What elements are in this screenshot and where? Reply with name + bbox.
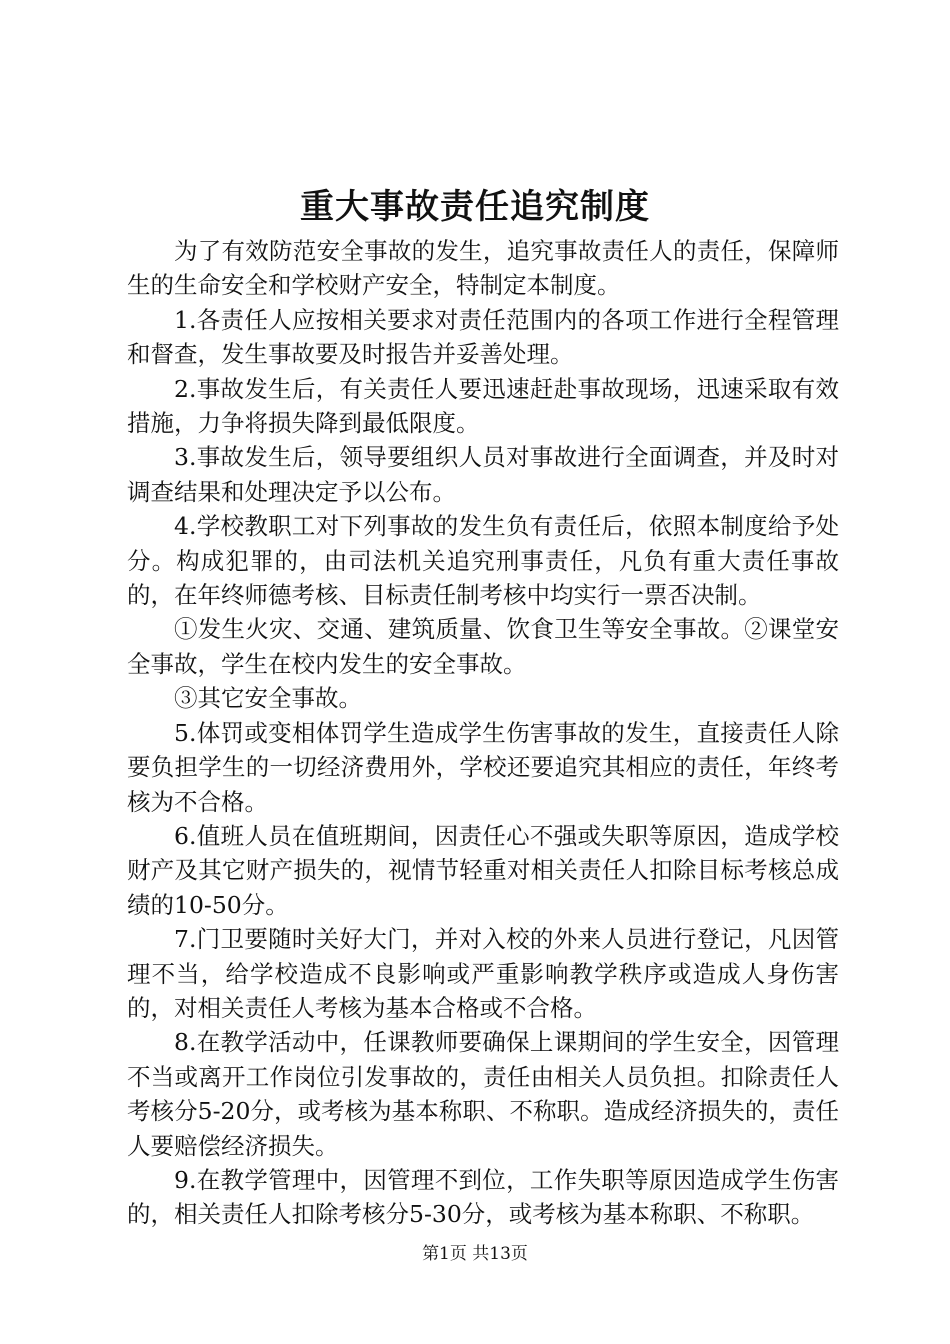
document-body	[127, 234, 839, 1232]
paragraph-item-3: 3.事故发生后，领导要组织人员对事故进行全面调查，并及时对调查结果和处理决定予以公布。	[127, 443, 839, 506]
paragraph-subitems-1-2: ①发生火灾、交通、建筑质量、饮食卫生等安全事故。②课堂安全事故，学生在校内发生的安全事故。	[127, 615, 839, 678]
paragraph-item-7: 7.门卫要随时关好大门，并对入校的外来人员进行登记，凡因管理不当，给学校造成不良影响或严重影响教学秩序或造成人身伤害的，对相关责任人考核为基本合格或不合格。	[127, 925, 839, 1022]
page-total: 共13页	[472, 1244, 528, 1264]
page-footer	[0, 1242, 950, 1266]
paragraph-item-2: 2.事故发生后，有关责任人要迅速赶赴事故现场，迅速采取有效措施，力争将损失降到最低限度。	[127, 374, 839, 438]
paragraph-item-4: 4.学校教职工对下列事故的发生负有责任后，依照本制度给予处分。构成犯罪的，由司法机关追究刑事责任，凡负有重大责任事故的，在年终师德考核、目标责任制考核中均实行一票否决制。	[127, 512, 839, 610]
paragraph-item-8: 8.在教学活动中，任课教师要确保上课期间的学生安全，因管理不当或离开工作岗位引发事故的，责任由相关人员负担。扣除责任人考核分5-20分，或考核为基本称职、不称职。造成经济损失的，责任人要赔偿经济损失。	[127, 1028, 839, 1160]
page-number: 第1页	[422, 1244, 467, 1264]
paragraph-item-6: 6.值班人员在值班期间，因责任心不强或失职等原因，造成学校财产及其它财产损失的，视情节轻重对相关责任人扣除目标考核总成绩的10-50分。	[127, 821, 839, 919]
paragraph-intro: 为了有效防范安全事故的发生，追究事故责任人的责任，保障师生的生命安全和学校财产安全，特制定本制度。	[127, 237, 839, 300]
paragraph-item-5: 5.体罚或变相体罚学生造成学生伤害事故的发生，直接责任人除要负担学生的一切经济费用外，学校还要追究其相应的责任，年终考核为不合格。	[127, 718, 839, 816]
paragraph-subitem-3: ③其它安全事故。	[174, 684, 362, 713]
paragraph-item-1: 1.各责任人应按相关要求对责任范围内的各项工作进行全程管理和督查，发生事故要及时报告并妥善处理。	[127, 305, 839, 369]
document-title: 重大事故责任追究制度	[300, 187, 650, 227]
paragraph-item-9: 9.在教学管理中，因管理不到位，工作失职等原因造成学生伤害的，相关责任人扣除考核分5-30分，或考核为基本称职、不称职。	[127, 1165, 839, 1229]
